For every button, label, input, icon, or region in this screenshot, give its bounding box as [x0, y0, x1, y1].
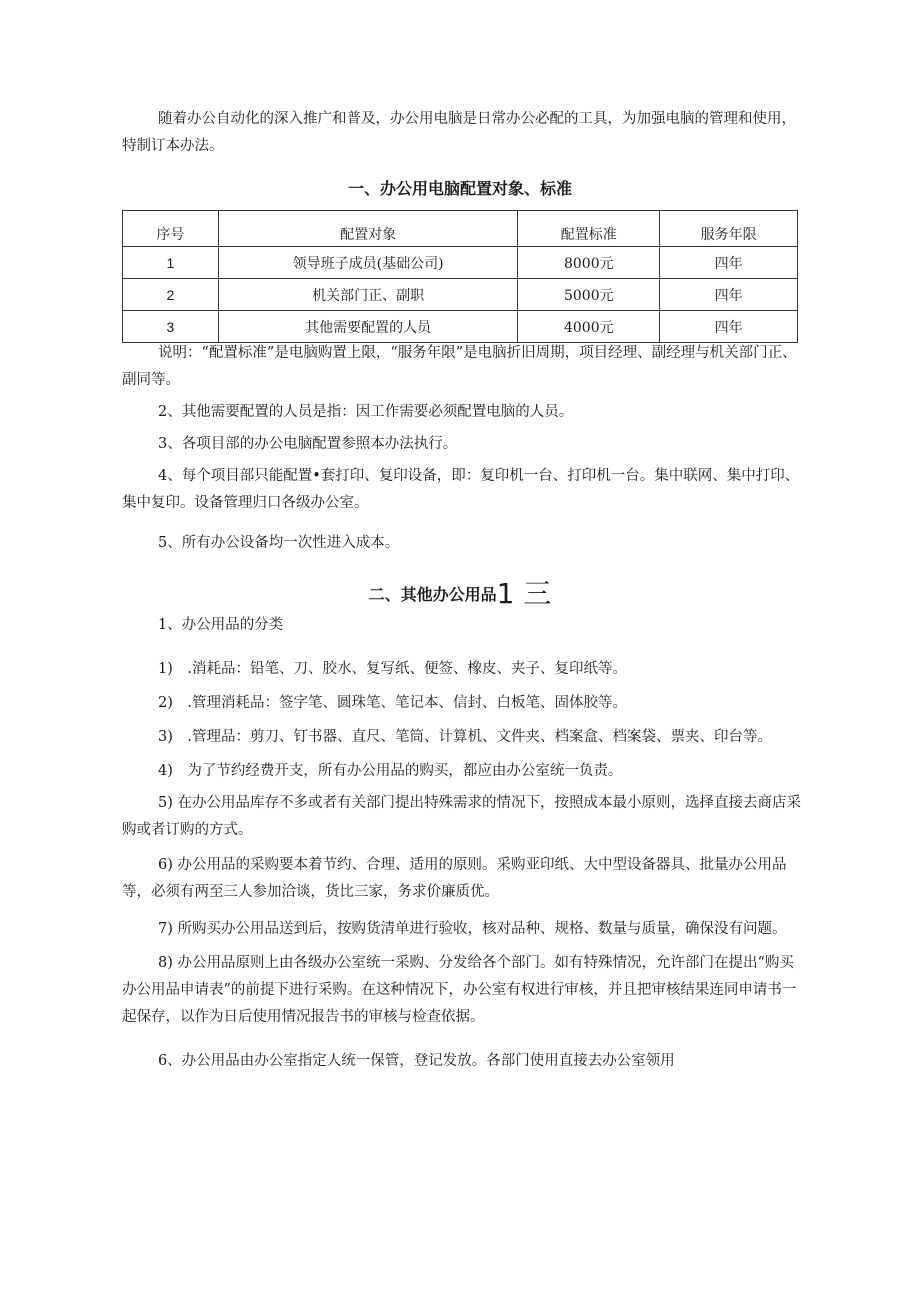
table-cell: 其他需要配置的人员 [218, 311, 518, 343]
header-cell-years: 服务年限 [660, 211, 798, 247]
note-paragraph: 2、其他需要配置的人员是指：因工作需要必须配置电脑的人员。 [158, 404, 574, 420]
table-cell: 四年 [660, 279, 798, 311]
list-item: 2) .管理消耗品：签字笔、圆珠笔、笔记本、信封、白板笔、固体胶等。 [158, 695, 627, 711]
note-paragraph: 说明：“配置标准”是电脑购置上限，“服务年限”是电脑折旧周期，项目经理、副经理与机关部门正、副同等。 [122, 345, 797, 388]
table-cell: 1 [123, 247, 219, 279]
list-item: 4) 为了节约经费开支，所有办公用品的购买，都应由办公室统一负责。 [158, 763, 623, 779]
list-item: 1) .消耗品：铅笔、刀、胶水、复写纸、便签、橡皮、夹子、复印纸等。 [158, 661, 627, 677]
table-row [123, 247, 798, 279]
list-item: 1、办公用品的分类 [158, 617, 284, 633]
table-cell: 4000元 [518, 311, 660, 343]
table-cell: 领导班子成员(基础公司) [218, 247, 518, 279]
table-cell: 四年 [660, 247, 798, 279]
section1-title: 一、办公用电脑配置对象、标准 [347, 179, 572, 198]
note-paragraph: 4、每个项目部只能配置•套打印、复印设备，即：复印机一台、打印机一台。集中联网、集中打印、集中复印。设备管理归口各级办公室。 [122, 468, 800, 511]
header-cell-target: 配置对象 [218, 211, 518, 247]
section2-title-text: 二、其他办公用品 [368, 585, 497, 604]
table-cell: 四年 [660, 311, 798, 343]
section2-title-suffix: 1 三 [496, 577, 552, 610]
list-item: 3) .管理品：剪刀、钉书器、直尺、笔筒、计算机、文件夹、档案盒、档案袋、票夹、印台等。 [158, 729, 772, 745]
intro-paragraph: 随着办公自动化的深入推广和普及，办公用电脑是日常办公必配的工具，为加强电脑的管理和使用，特制订本办法。 [122, 111, 796, 154]
header-cell-standard: 配置标准 [518, 211, 660, 247]
section2-title [122, 572, 798, 612]
table-cell: 8000元 [518, 247, 660, 279]
list-item: 6、办公用品由办公室指定人统一保管，登记发放。各部门使用直接去办公室领用 [158, 1053, 675, 1069]
table-cell: 3 [123, 311, 219, 343]
list-item: 6) 办公用品的采购要本着节约、合理、适用的原则。采购亚印纸、大中型设备器具、批量办公用品等，必须有两至三人参加洽谈，货比三家，务求价廉质优。 [122, 857, 787, 900]
list-item: 7) 所购买办公用品送到后，按购货清单进行验收，核对品种、规格、数量与质量，确保没有问题。 [158, 921, 787, 937]
note-paragraph: 5、所有办公设备均一次性进入成本。 [158, 535, 400, 551]
table-cell: 2 [123, 279, 219, 311]
header-cell-index: 序号 [123, 211, 219, 247]
config-table [122, 210, 798, 343]
table-header-row [123, 211, 798, 247]
table-row [123, 311, 798, 343]
table-row [123, 279, 798, 311]
list-item: 8) 办公用品原则上由各级办公室统一采购、分发给各个部门。如有特殊情况，允许部门在提出“购买办公用品申请表”的前提下进行采购。在这种情况下，办公室有权进行审核，并且把审核结果连同申请书一起保存，以作为日后使用情况报告书的审核与检查依据。 [122, 955, 797, 1025]
note-paragraph: 3、各项目部的办公电脑配置参照本办法执行。 [158, 436, 458, 452]
list-item: 5) 在办公用品库存不多或者有关部门提出特殊需求的情况下，按照成本最小原则，选择直接去商店采购或者订购的方式。 [122, 795, 801, 838]
table-cell: 5000元 [518, 279, 660, 311]
table-cell: 机关部门正、副职 [218, 279, 518, 311]
